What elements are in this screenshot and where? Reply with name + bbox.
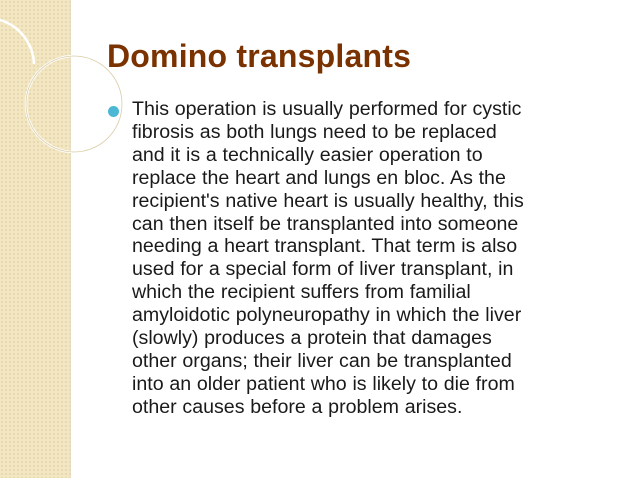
bullet-line: replace the heart and lungs en bloc. As the: [132, 166, 506, 189]
bullet-line: recipient's native heart is usually healthy, this: [132, 189, 524, 212]
bullet-line: into an older patient who is likely to die from: [132, 372, 515, 395]
bullet-line: needing a heart transplant. That term is also: [132, 235, 518, 258]
bullet-line: can then itself be transplanted into someone: [132, 212, 519, 235]
bullet-dot-icon: [108, 106, 119, 117]
bullet-line: fibrosis as both lungs need to be replaced: [132, 120, 497, 143]
bullet-line: other causes before a problem arises.: [132, 395, 463, 418]
bullet-line: and it is a technically easier operation to: [132, 143, 483, 166]
bullet-line: This operation is usually performed for cystic: [132, 98, 522, 120]
slide-title: Domino transplants: [107, 38, 412, 74]
bullet-line: used for a special form of liver transplant, in: [132, 258, 514, 281]
bullet-line: amyloidotic polyneuropathy in which the liver: [132, 304, 522, 327]
list-item: [108, 98, 618, 419]
bullet-list: [108, 98, 618, 419]
bullet-line: other organs; their liver can be transplanted: [132, 349, 512, 372]
bullet-line: (slowly) produces a protein that damages: [132, 327, 492, 350]
bullet-line: which the recipient suffers from familial: [132, 281, 471, 304]
